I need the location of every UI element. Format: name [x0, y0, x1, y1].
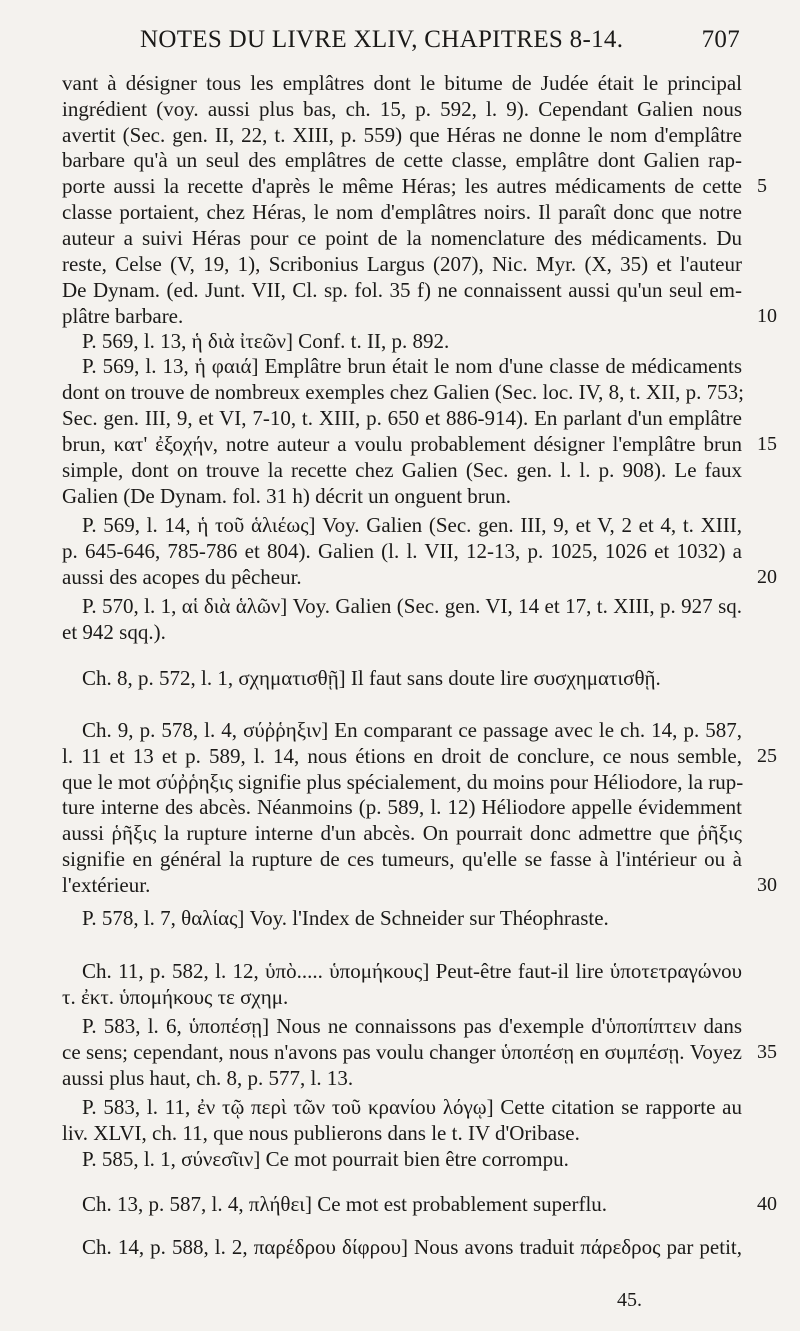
text-line: P. 570, l. 1, αἱ διὰ ἁλῶν] Voy. Galien (Sec. gen. VI, 14 et 17, t. XIII, p. 927 sq.: [82, 594, 742, 618]
text-line: vant à désigner tous les emplâtres dont le bitume de Judée était le principal: [62, 71, 742, 95]
text-line: aussi des acopes du pêcheur.: [62, 565, 302, 589]
line-number: 10: [757, 305, 777, 327]
text-line: plâtre barbare.: [62, 304, 184, 328]
text-line: Ch. 14, p. 588, l. 2, παρέδρου δίφρου] Nous avons traduit πάρεδρος par petit,: [82, 1235, 742, 1259]
text-line: reste, Celse (V, 19, 1), Scribonius Largus (207), Nic. Myr. (X, 35) et l'auteur: [62, 252, 742, 276]
text-line: barbare qu'à un seul des emplâtres de cette classe, emplâtre dont Galien rap-: [62, 148, 742, 172]
text-line: De Dynam. (ed. Junt. VII, Cl. sp. fol. 35 f) ne connaissent aussi qu'un seul em-: [62, 278, 742, 302]
text-line: aussi plus haut, ch. 8, p. 577, l. 13.: [62, 1066, 354, 1090]
text-line: p. 645-646, 785-786 et 804). Galien (l. l. VII, 12-13, p. 1025, 1026 et 1032) a: [62, 539, 742, 563]
text-line: P. 569, l. 13, ἡ φαιά] Emplâtre brun était le nom d'une classe de médicaments: [82, 354, 742, 378]
text-line: auteur a suivi Héras pour ce point de la nomenclature des médicaments. Du: [62, 226, 742, 250]
text-line: liv. XLVI, ch. 11, que nous publierons dans le t. IV d'Oribase.: [62, 1121, 580, 1145]
text-line: brun, κατ' ἐξοχήν, notre auteur a voulu probablement désigner l'emplâtre brun: [62, 432, 742, 456]
text-line: P. 583, l. 11, ἐν τῷ περὶ τῶν τοῦ κρανίου λόγῳ] Cette citation se rapporte au: [82, 1095, 742, 1119]
text-line: simple, dont on trouve la recette chez Galien (Sec. gen. l. l. p. 908). Le faux: [62, 458, 742, 482]
text-line: classe portaient, chez Héras, le nom d'emplâtres noirs. Il paraît donc que notre: [62, 200, 742, 224]
text-line: l'extérieur.: [62, 873, 151, 897]
line-number: 5: [757, 175, 767, 197]
text-line: dont on trouve de nombreux exemples chez Galien (Sec. loc. IV, 8, t. XII, p. 753;: [62, 380, 744, 404]
text-line: que le mot σύῤῥηξις signifie plus spécialement, du moins pour Héliodore, la rup-: [62, 770, 744, 794]
text-line: Ch. 8, p. 572, l. 1, σχηματισθῇ] Il faut sans doute lire συσχηματισθῇ.: [82, 666, 661, 690]
text-line: et 942 sqq.).: [62, 620, 166, 644]
text-line: τ. ἐκτ. ὑπομήκους τε σχημ.: [62, 985, 289, 1009]
line-number: 20: [757, 566, 777, 588]
text-line: P. 583, l. 6, ὑποπέσῃ] Nous ne connaissons pas d'exemple d'ὑποπίπτειν dans: [82, 1014, 742, 1038]
line-number: 15: [757, 433, 777, 455]
text-line: l. 11 et 13 et p. 589, l. 14, nous étions en droit de conclure, ce nous semble,: [62, 744, 742, 768]
header-page-number: 707: [701, 26, 740, 53]
text-line: Ch. 9, p. 578, l. 4, σύῤῥηξιν] En comparant ce passage avec le ch. 14, p. 587,: [82, 718, 742, 742]
line-number: 40: [757, 1193, 777, 1215]
running-header: [140, 26, 740, 56]
line-number: 25: [757, 745, 777, 767]
text-line: P. 569, l. 13, ἡ διὰ ἰτεῶν] Conf. t. II, p. 892.: [82, 329, 450, 353]
text-line: Ch. 11, p. 582, l. 12, ὑπὸ..... ὑπομήκους] Peut-être faut-il lire ὑποτετραγώνου: [82, 959, 742, 983]
text-line: signifie en général la rupture de ces tumeurs, qu'elle se fasse à l'intérieur ou à: [62, 847, 742, 871]
text-line: P. 585, l. 1, σύνεσῖιν] Ce mot pourrait bien être corrompu.: [82, 1147, 569, 1171]
text-line: porte aussi la recette d'après le même Héras; les autres médicaments de cette: [62, 174, 742, 198]
text-line: Sec. gen. III, 9, et VI, 7-10, t. XIII, p. 650 et 886-914). En parlant d'un emplâtre: [62, 406, 742, 430]
text-line: ingrédient (voy. aussi plus bas, ch. 15, p. 592, l. 9). Cependant Galien nous: [62, 97, 742, 121]
line-number: 35: [757, 1041, 777, 1063]
text-line: avertit (Sec. gen. II, 22, t. XIII, p. 559) que Héras ne donne le nom d'emplâtre: [62, 123, 742, 147]
line-number: 30: [757, 874, 777, 896]
text-line: P. 578, l. 7, θαλίας] Voy. l'Index de Schneider sur Théophraste.: [82, 906, 609, 930]
text-line: P. 569, l. 14, ἡ τοῦ ἁλιέως] Voy. Galien (Sec. gen. III, 9, et V, 2 et 4, t. XIII,: [82, 513, 742, 537]
text-line: Ch. 13, p. 587, l. 4, πλήθει] Ce mot est probablement superflu.: [82, 1192, 608, 1216]
header-title: NOTES DU LIVRE XLIV, CHAPITRES 8-14.: [140, 26, 624, 53]
text-line: ce sens; cependant, nous n'avons pas voulu changer ὑποπέσῃ en συμπέσῃ. Voyez: [62, 1040, 742, 1064]
text-line: ture interne des abcès. Néanmoins (p. 589, l. 12) Héliodore appelle évidemment: [62, 795, 742, 819]
text-line: aussi ῥῆξις la rupture interne d'un abcès. On pourrait donc admettre que ῥῆξις: [62, 821, 742, 845]
signature-mark: 45.: [617, 1289, 642, 1311]
text-line: Galien (De Dynam. fol. 31 h) décrit un onguent brun.: [62, 484, 512, 508]
